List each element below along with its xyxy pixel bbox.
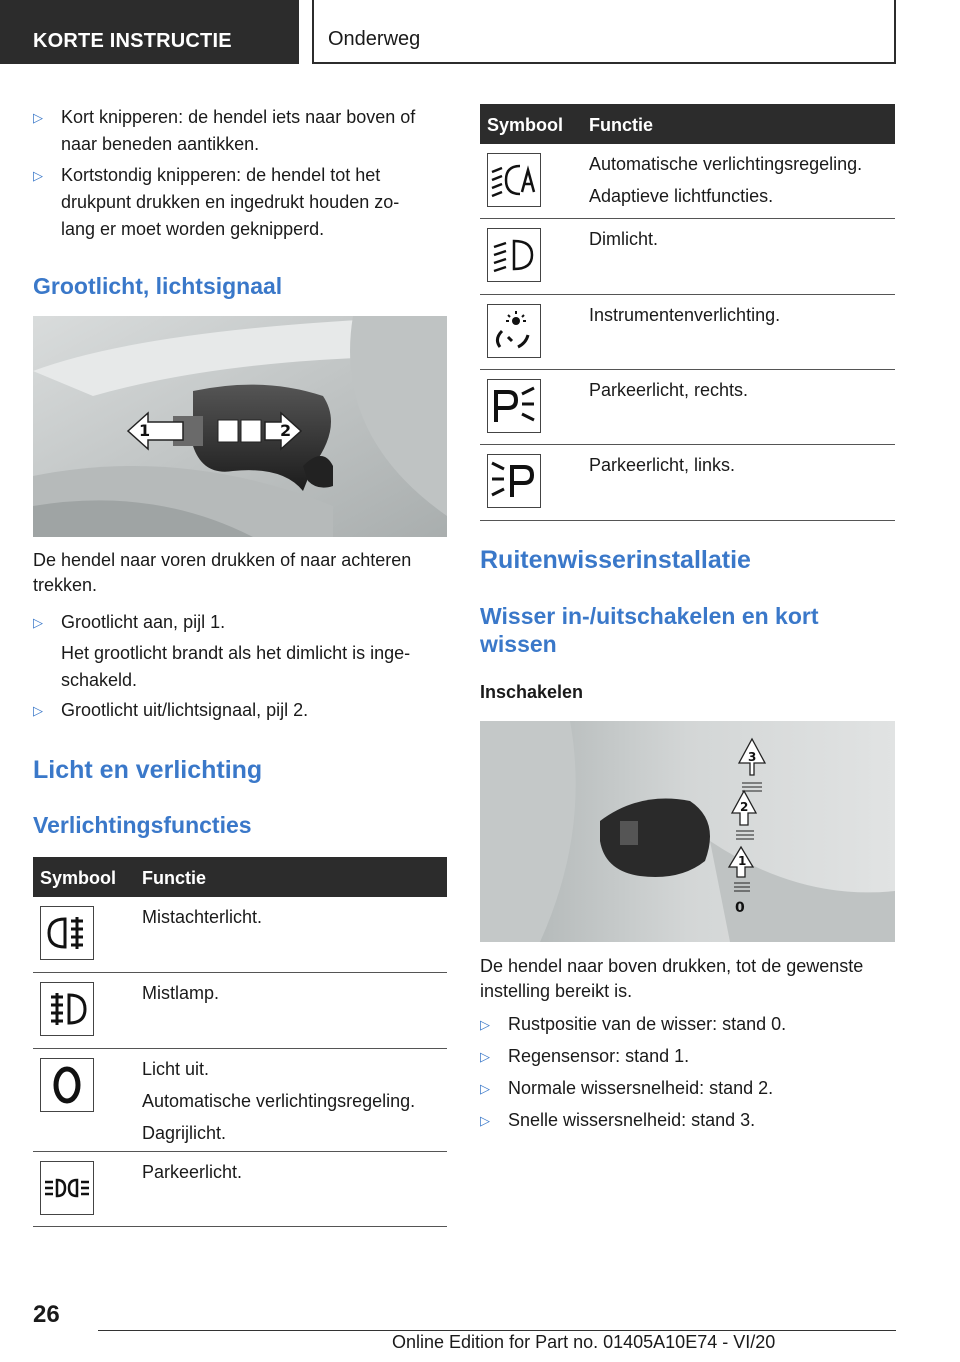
chapter-tab: [312, 0, 896, 64]
figure-label: 0: [735, 900, 745, 916]
list-item-text: Grootlicht uit/lichtsignaal, pijl 2.: [61, 700, 309, 720]
paragraph: [480, 954, 863, 1004]
bullet-triangle-icon: ▷: [480, 1049, 490, 1064]
column-header-symbol: Symbool: [40, 868, 117, 888]
chapter-title: Onderweg: [328, 28, 421, 50]
footer-edition: Online Edition for Part no. 01405A10E74 - VI/20: [392, 1332, 776, 1352]
column-header-symbol: Symbool: [487, 115, 564, 135]
high-beam-lever-figure: [33, 316, 447, 537]
table-header: [33, 857, 447, 897]
list-item-text: Het grootlicht brandt als het dimlicht is inge-: [61, 643, 411, 663]
parking-light-icon: [40, 1161, 94, 1215]
parking-light-right-icon: [487, 379, 541, 433]
subsection-heading: Verlichtingsfuncties: [33, 812, 252, 838]
list-item-text: Kortstondig knipperen: de hendel tot het: [61, 165, 381, 185]
list-item-text: drukpunt drukken en ingedrukt houden zo-: [61, 192, 400, 212]
label-heading: Inschakelen: [480, 682, 584, 702]
function-text: Parkeerlicht.: [142, 1162, 243, 1182]
rear-fog-light-icon: [40, 906, 94, 960]
table-row: [33, 1152, 447, 1227]
table-row: [480, 445, 895, 521]
function-text: Automatische verlichtingsregeling.: [589, 154, 863, 174]
list-item-text: Kort knipperen: de hendel iets naar boven of: [61, 107, 416, 127]
table-row: [33, 897, 447, 973]
function-text: Mistlamp.: [142, 983, 220, 1003]
function-text: Mistachterlicht.: [142, 907, 263, 927]
paragraph-line: De hendel naar boven drukken, tot de gewenste: [480, 956, 864, 976]
figure-label: 1: [738, 854, 747, 868]
low-beam-icon: [487, 228, 541, 282]
footer-divider: [98, 1330, 896, 1331]
paragraph-line: trekken.: [33, 575, 98, 595]
bullet-triangle-icon: ▷: [33, 615, 43, 630]
lights-off-zero-icon: [40, 1058, 94, 1112]
section-heading: Ruitenwisserinstallatie: [480, 546, 751, 574]
section-heading: Grootlicht, lichtsignaal: [33, 273, 283, 299]
figure-label: 2: [740, 800, 749, 814]
section-heading: Licht en verlichting: [33, 756, 263, 784]
paragraph-line: instelling bereikt is.: [480, 981, 633, 1001]
paragraph-line: De hendel naar voren drukken of naar achteren: [33, 550, 412, 570]
table-row: [480, 370, 895, 445]
table-row: [480, 144, 895, 219]
bullet-triangle-icon: ▷: [33, 168, 43, 183]
auto-headlight-icon: [487, 153, 541, 207]
page-number: 26: [33, 1301, 60, 1328]
column-header-function: Functie: [589, 115, 654, 135]
section-tab: [0, 0, 299, 64]
function-text: Dagrijlicht.: [142, 1123, 227, 1143]
list-item-text: Regensensor: stand 1.: [508, 1046, 690, 1066]
function-text: Instrumentenverlichting.: [589, 305, 781, 325]
list-item-text: schakeld.: [61, 670, 138, 690]
bullet-triangle-icon: ▷: [33, 110, 43, 125]
figure-label: 3: [748, 750, 757, 764]
table-row: [480, 295, 895, 370]
front-fog-light-icon: [40, 982, 94, 1036]
function-text: Licht uit.: [142, 1059, 210, 1079]
list-item-text: lang er moet worden geknipperd.: [61, 219, 325, 239]
table-header: [480, 104, 895, 144]
instrument-lighting-icon: [487, 304, 541, 358]
table-row: [480, 219, 895, 295]
figure-label: 1: [139, 421, 151, 440]
wiper-lever-figure: [480, 721, 895, 942]
bullet-triangle-icon: ▷: [33, 703, 43, 718]
list-item-text: Snelle wissersnelheid: stand 3.: [508, 1110, 756, 1130]
list-item-text: Normale wissersnelheid: stand 2.: [508, 1078, 774, 1098]
list-item-text: Rustpositie van de wisser: stand 0.: [508, 1014, 787, 1034]
paragraph: [33, 548, 411, 598]
section-title: KORTE INSTRUCTIE: [33, 30, 232, 52]
parking-light-left-icon: [487, 454, 541, 508]
table-row: [33, 1049, 447, 1152]
function-text: Automatische verlichtingsregeling.: [142, 1091, 416, 1111]
subsection-heading-line: Wisser in-/uitschakelen en kort: [480, 603, 819, 629]
function-text: Parkeerlicht, links.: [589, 455, 736, 475]
list-item-text: naar beneden aantikken.: [61, 134, 260, 154]
subsection-heading-line: wissen: [480, 631, 557, 657]
function-text: Parkeerlicht, rechts.: [589, 380, 749, 400]
figure-label: 2: [280, 421, 292, 440]
list-item-text: Grootlicht aan, pijl 1.: [61, 612, 226, 632]
table-row: [33, 973, 447, 1049]
bullet-triangle-icon: ▷: [480, 1081, 490, 1096]
function-text: Adaptieve lichtfuncties.: [589, 186, 774, 206]
function-text: Dimlicht.: [589, 229, 659, 249]
bullet-triangle-icon: ▷: [480, 1017, 490, 1032]
subsection-heading: [480, 602, 819, 658]
column-header-function: Functie: [142, 868, 207, 888]
bullet-triangle-icon: ▷: [480, 1113, 490, 1128]
